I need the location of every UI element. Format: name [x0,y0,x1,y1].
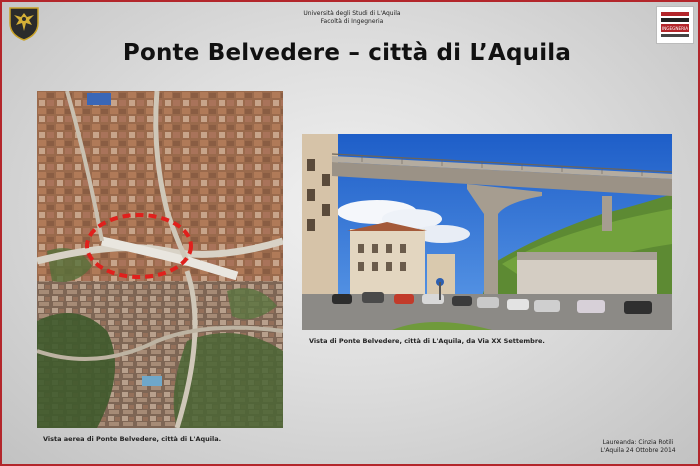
logo-text: INGEGNERIA [661,26,689,31]
aerial-view-image [37,91,283,428]
faculty-logo-icon [656,6,694,44]
slide-title: Ponte Belvedere – città di L’Aquila [122,40,572,66]
header-faculty: Facoltà di Ingegneria [320,18,384,25]
aerial-caption: Vista aerea di Ponte Belvedere, città di L'Aquila. [43,435,222,443]
header-university: Università degli Studi di L'Aquila [303,10,401,17]
bridge-caption: Vista di Ponte Belvedere, città di L'Aquila, da Via XX Settembre. [309,337,545,345]
footer-author: Laureanda: Cinzia Rotili [602,439,674,446]
footer-date: L'Aquila 24 Ottobre 2014 [600,447,676,454]
bridge-view-image [302,134,672,330]
